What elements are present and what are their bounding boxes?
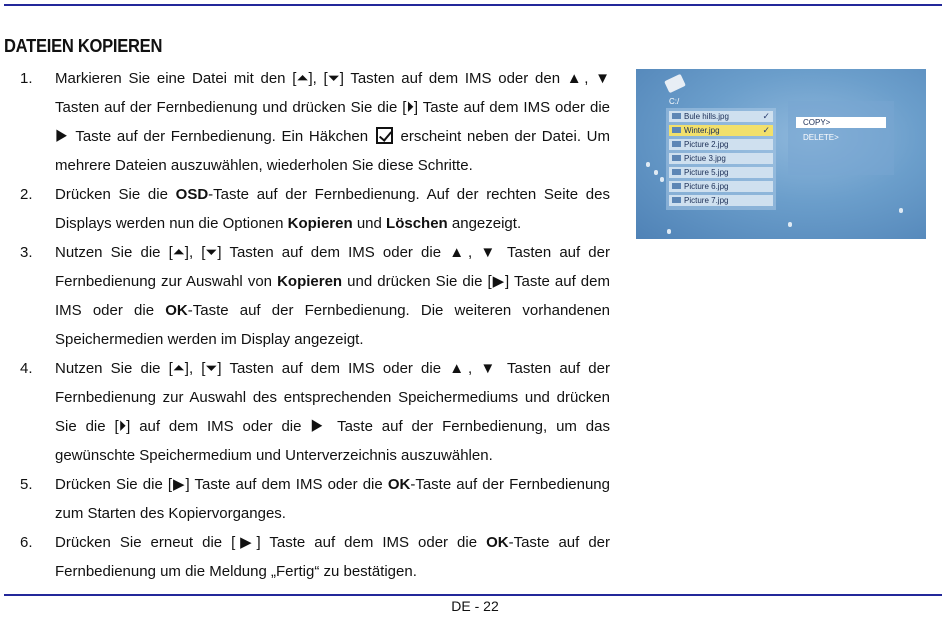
step-text-part: und bbox=[352, 215, 387, 232]
bottom-rule bbox=[4, 594, 942, 596]
step-text-part: und drücken Sie die [▶] Taste auf dem IMS oder die bbox=[55, 273, 610, 319]
step-text-part: Drücken Sie die bbox=[55, 186, 176, 203]
step-item bbox=[0, 354, 615, 470]
current-path: C:/ bbox=[669, 97, 680, 106]
file-browser-screenshot bbox=[636, 69, 926, 239]
step-number: 1. bbox=[20, 70, 33, 87]
bubble-icon bbox=[667, 229, 671, 234]
step-text-part: angezeigt. bbox=[447, 215, 522, 232]
bubble-icon bbox=[899, 208, 903, 213]
bubble-icon bbox=[646, 162, 650, 167]
step-text-part: Nutzen Sie die [⏶], [⏷] Tasten auf dem IMS oder die ▲, ▼ Tasten auf der Fernbedienung zur Auswahl von bbox=[55, 244, 610, 290]
step-text bbox=[55, 528, 610, 586]
step-text-part: erscheint neben der Datei. Um mehrere Dateien auszuwählen, wiederholen Sie diese Schritte. bbox=[55, 128, 610, 174]
file-name: Pictue 3.jpg bbox=[684, 154, 726, 163]
step-text bbox=[55, 470, 610, 528]
step-text-bold: OSD bbox=[175, 186, 209, 203]
delete-option[interactable]: DELETE> bbox=[803, 133, 839, 142]
step-text-part: Drücken Sie die [▶] Taste auf dem IMS oder die bbox=[55, 476, 388, 493]
file-row[interactable] bbox=[669, 125, 773, 136]
file-icon bbox=[672, 197, 681, 203]
check-icon: ✓ bbox=[762, 111, 770, 121]
copy-option[interactable]: COPY> bbox=[796, 117, 886, 128]
file-name: Picture 6.jpg bbox=[684, 182, 729, 191]
step-text bbox=[55, 354, 610, 470]
step-text-bold: Löschen bbox=[386, 215, 448, 232]
file-row[interactable] bbox=[669, 167, 773, 178]
step-text-part: Nutzen Sie die [⏶], [⏷] Tasten auf dem IMS oder die ▲, ▼ Tasten auf der Fernbedienung zur Auswahl des entsprechenden Speichermediums und drücken Sie die [⏵] auf dem IMS oder die ▶ Taste auf der Fernbedienung, um das gewünschte Speichermedium und Unterverzeichnis auszuwählen. bbox=[55, 360, 610, 464]
step-item bbox=[0, 528, 615, 586]
step-text bbox=[55, 180, 610, 238]
file-list bbox=[666, 108, 776, 210]
step-text-part: -Taste auf der Fernbedienung. Auf der rechten Seite des Displays werden nun die Optionen bbox=[55, 186, 610, 232]
step-text-bold: Kopieren bbox=[287, 215, 353, 232]
step-number: 3. bbox=[20, 244, 33, 261]
step-item bbox=[0, 238, 615, 354]
file-name: Picture 5.jpg bbox=[684, 168, 729, 177]
file-icon bbox=[672, 141, 681, 147]
file-icon bbox=[672, 183, 681, 189]
step-number: 2. bbox=[20, 186, 33, 203]
step-text-bold: Kopieren bbox=[277, 273, 343, 290]
bubble-icon bbox=[660, 177, 664, 182]
step-text-part: -Taste auf der Fernbedienung um die Meldung „Fertig“ zu bestätigen. bbox=[55, 534, 610, 580]
file-row[interactable] bbox=[669, 111, 773, 122]
folder-icon bbox=[664, 74, 686, 93]
step-text-bold: OK bbox=[387, 476, 411, 493]
step-text-part: Markieren Sie eine Datei mit den [⏶], [⏷] Tasten auf dem IMS oder den ▲, ▼ Tasten auf der Fernbedienung und drücken Sie die [⏵] Taste auf dem IMS oder die ▶ Taste auf der Fernbedienung. Ein Häkchen bbox=[55, 70, 610, 145]
step-item bbox=[0, 470, 615, 528]
step-text bbox=[55, 64, 610, 180]
file-icon bbox=[672, 155, 681, 161]
check-icon: ✓ bbox=[762, 125, 770, 135]
step-number: 5. bbox=[20, 476, 33, 493]
step-text-part: -Taste auf der Fernbedienung zum Starten des Kopiervorganges. bbox=[55, 476, 610, 522]
bubble-icon bbox=[788, 222, 792, 227]
file-row[interactable] bbox=[669, 139, 773, 150]
file-row[interactable] bbox=[669, 195, 773, 206]
step-text bbox=[55, 238, 610, 354]
file-name: Picture 2.jpg bbox=[684, 140, 729, 149]
file-row[interactable] bbox=[669, 153, 773, 164]
step-item bbox=[0, 180, 615, 238]
file-name: Winter.jpg bbox=[684, 126, 720, 135]
file-name: Picture 7.jpg bbox=[684, 196, 729, 205]
file-icon bbox=[672, 113, 681, 119]
step-text-bold: OK bbox=[486, 534, 509, 551]
step-text-part: Drücken Sie erneut die [▶] Taste auf dem IMS oder die bbox=[55, 534, 487, 551]
file-icon bbox=[672, 127, 681, 133]
options-panel bbox=[788, 101, 894, 175]
page-number: DE - 22 bbox=[451, 598, 499, 614]
steps-list bbox=[0, 64, 615, 586]
step-number: 4. bbox=[20, 360, 33, 377]
section-heading: DATEIEN KOPIEREN bbox=[4, 36, 163, 56]
step-text-bold: OK bbox=[165, 302, 188, 319]
bubble-icon bbox=[654, 170, 658, 175]
checkbox-checked-icon bbox=[376, 127, 393, 144]
file-name: Bule hills.jpg bbox=[684, 112, 729, 121]
top-rule bbox=[4, 4, 942, 6]
step-number: 6. bbox=[20, 534, 33, 551]
file-icon bbox=[672, 169, 681, 175]
step-item bbox=[0, 64, 615, 180]
step-text-part: -Taste auf der Fernbedienung. Die weiteren vorhandenen Speichermedien werden im Display angezeigt. bbox=[55, 302, 610, 348]
file-row[interactable] bbox=[669, 181, 773, 192]
